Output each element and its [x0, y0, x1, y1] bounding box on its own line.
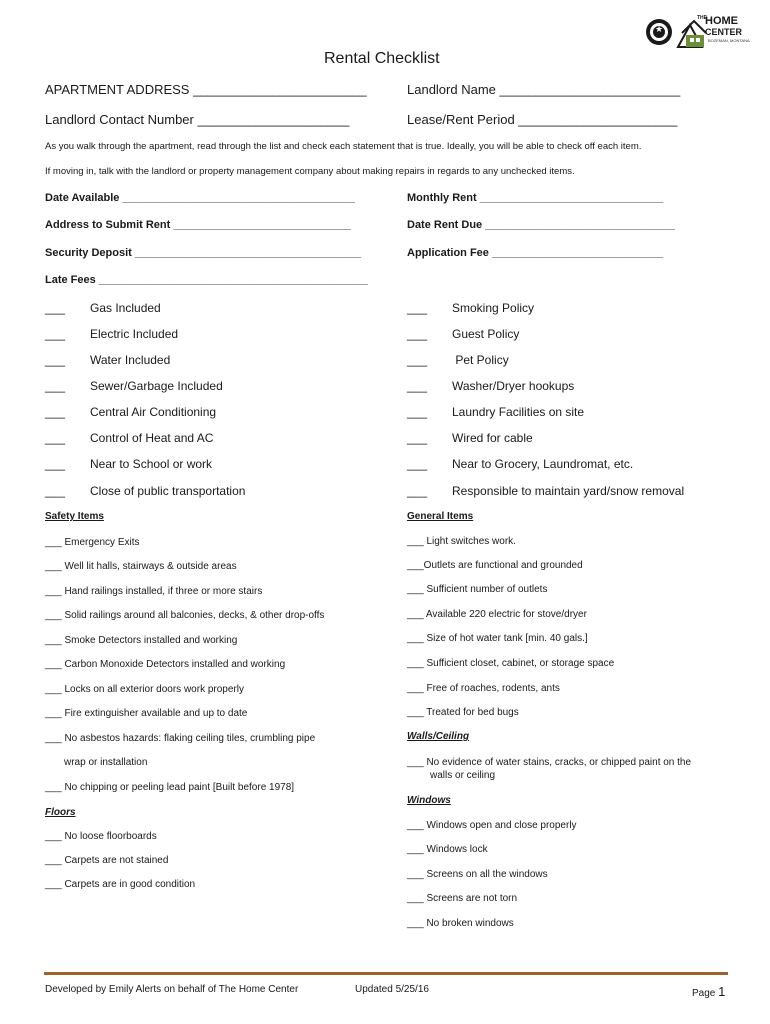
lease-period-field: Lease/Rent Period ______________________ [407, 112, 678, 127]
safety-item: ___ Fire extinguisher available and up to date [45, 708, 248, 719]
safety-item: ___ Carbon Monoxide Detectors installed and working [45, 659, 286, 670]
safety-item: ___ No asbestos hazards: flaking ceiling tiles, crumbling pipe [45, 733, 316, 744]
check-blank[interactable]: ___ [45, 431, 66, 445]
windows-heading: Windows [407, 795, 451, 806]
windows-item: ___ Screens are not torn [407, 893, 518, 904]
page-title: Rental Checklist [324, 50, 440, 67]
check-blank[interactable]: ___ [407, 379, 428, 393]
checklist-item: Wired for cable [452, 431, 533, 445]
safety-item: ___ Solid railings around all balconies, decks, & other drop-offs [45, 610, 325, 621]
check-blank[interactable]: ___ [407, 457, 428, 471]
check-blank[interactable]: ___ [45, 327, 66, 341]
page-number-value: 1 [718, 984, 726, 999]
safety-item: ___ Locks on all exterior doors work properly [45, 684, 244, 695]
footer-divider [44, 972, 728, 975]
checklist-item: Electric Included [90, 327, 179, 341]
checklist-item: Near to School or work [90, 457, 213, 471]
page-label: Page [692, 988, 716, 999]
logo-line2: CENTER [705, 27, 743, 37]
check-blank[interactable]: ___ [45, 379, 66, 393]
checklist-item: Smoking Policy [452, 301, 535, 315]
general-item: ___ Sufficient number of outlets [407, 584, 548, 595]
checklist-item: Responsible to maintain yard/snow removal [452, 484, 685, 498]
footer-credit: Developed by Emily Alerts on behalf of The Home Center [45, 984, 299, 995]
safety-item: ___ Smoke Detectors installed and working [45, 635, 238, 646]
general-item: ___ Size of hot water tank [min. 40 gals.] [407, 633, 588, 644]
safety-item: ___ Emergency Exits [45, 537, 140, 548]
check-blank[interactable]: ___ [407, 405, 428, 419]
landlord-name-field: Landlord Name _________________________ [407, 82, 681, 97]
general-heading: General Items [407, 511, 474, 522]
checklist-item: Central Air Conditioning [90, 405, 217, 419]
general-item: ___Outlets are functional and grounded [407, 560, 583, 571]
check-blank[interactable]: ___ [407, 301, 428, 315]
seal-logo: ★ [646, 19, 672, 45]
check-blank[interactable]: ___ [407, 484, 428, 498]
late-fees-field: Late Fees ____________________________________________ [45, 274, 368, 286]
safety-item: ___ Hand railings installed, if three or more stairs [45, 586, 263, 597]
walls-item-continued: walls or ceiling [430, 770, 496, 781]
check-blank[interactable]: ___ [45, 484, 66, 498]
general-item: ___ Available 220 electric for stove/dryer [407, 609, 587, 620]
general-item: ___ Free of roaches, rodents, ants [407, 683, 560, 694]
footer-updated: Updated 5/25/16 [355, 984, 429, 995]
landlord-contact-field: Landlord Contact Number _____________________ [45, 112, 350, 127]
checklist-item: Washer/Dryer hookups [452, 379, 575, 393]
logo-line3: BOZEMAN, MONTANA [708, 38, 750, 43]
walls-heading: Walls/Ceiling [407, 731, 470, 742]
logo-prefix: THE [697, 15, 707, 21]
checklist-item: Pet Policy [452, 353, 509, 367]
safety-item-continued: wrap or installation [64, 757, 148, 768]
checklist-item: Control of Heat and AC [90, 431, 214, 445]
floors-item: ___ Carpets are in good condition [45, 879, 196, 890]
safety-item: ___ No chipping or peeling lead paint [Built before 1978] [45, 782, 295, 793]
checklist-item: Close of public transportation [90, 484, 246, 498]
check-blank[interactable]: ___ [45, 457, 66, 471]
floors-item: ___ No loose floorboards [45, 831, 157, 842]
apartment-address-field: APARTMENT ADDRESS ________________________ [45, 82, 367, 97]
walls-item: ___ No evidence of water stains, cracks, or chipped paint on the [407, 757, 692, 768]
intro-line-1: As you walk through the apartment, read through the list and check each statement that is true. Ideally, you will be able to check off each item. [45, 141, 642, 152]
check-blank[interactable]: ___ [407, 327, 428, 341]
windows-item: ___ No broken windows [407, 918, 514, 929]
date-rent-due-field: Date Rent Due _______________________________ [407, 219, 675, 231]
windows-item: ___ Windows lock [407, 844, 488, 855]
checklist-item: Gas Included [90, 301, 161, 315]
floors-item: ___ Carpets are not stained [45, 855, 169, 866]
logo-line1: HOME [705, 15, 738, 27]
check-blank[interactable]: ___ [45, 353, 66, 367]
check-blank[interactable]: ___ [407, 431, 428, 445]
floors-heading: Floors [45, 807, 76, 818]
general-item: ___ Sufficient closet, cabinet, or storage space [407, 658, 615, 669]
windows-item: ___ Screens on all the windows [407, 869, 548, 880]
general-item: ___ Light switches work. [407, 536, 516, 547]
general-item: ___ Treated for bed bugs [407, 707, 519, 718]
page-number [692, 984, 725, 999]
check-blank[interactable]: ___ [407, 353, 428, 367]
safety-item: ___ Well lit halls, stairways & outside areas [45, 561, 237, 572]
date-available-field: Date Available ______________________________________ [45, 192, 355, 204]
checklist-item: Laundry Facilities on site [452, 405, 585, 419]
checklist-item: Near to Grocery, Laundromat, etc. [452, 457, 634, 471]
checklist-item: Water Included [90, 353, 171, 367]
checklist-item: Sewer/Garbage Included [90, 379, 223, 393]
address-submit-field: Address to Submit Rent _____________________________ [45, 219, 351, 231]
check-blank[interactable]: ___ [45, 301, 66, 315]
application-fee-field: Application Fee ____________________________ [407, 247, 664, 259]
security-deposit-field: Security Deposit _____________________________________ [45, 247, 362, 259]
intro-line-2: If moving in, talk with the landlord or property management company about making repairs in regards to any unchecked items. [45, 166, 575, 177]
checklist-item: Guest Policy [452, 327, 520, 341]
check-blank[interactable]: ___ [45, 405, 66, 419]
windows-item: ___ Windows open and close properly [407, 820, 577, 831]
safety-heading: Safety Items [45, 511, 104, 522]
monthly-rent-field: Monthly Rent ______________________________ [407, 192, 664, 204]
